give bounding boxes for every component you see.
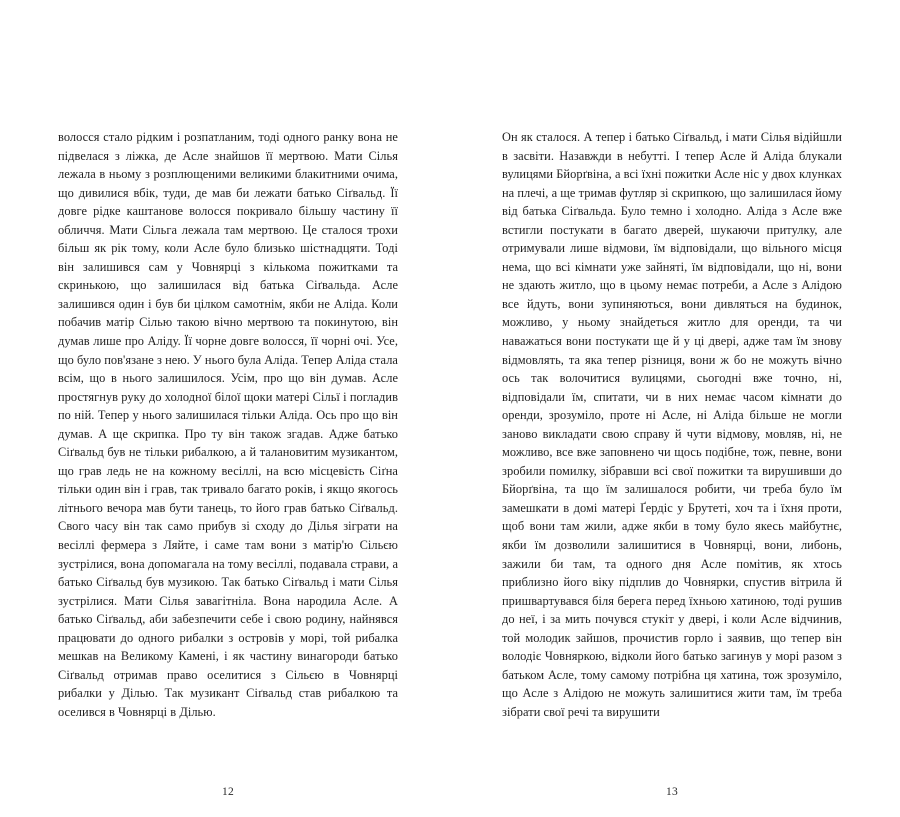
right-page-folio: 13 bbox=[665, 786, 679, 798]
left-page-folio: 12 bbox=[221, 786, 235, 798]
right-page-paragraph: Он як сталося. А тепер і батько Сіґвальд, і мати Сілья відійшли в засвіти. Назавжди в небутті. І тепер Асле й Аліда блукали вулицями Бйорґвіна, а всі їхні пожитки Асле ніс у двох клунках на плечі, а ще тримав футляр зі скрипкою, що залишилася йому від батька Сіґвальда. Було темно і холодно. Аліда з Асле вже встигли постукати в багато дверей, шукаючи притулку, але отримували лише відмови, їм відповідали, що вільного місця нема, що всі кімнати уже зайняті, їм відповідали, що ні, вони не здають житло, що в цьому немає потреби, а Асле з Алідою все йдуть, вони зупиняються, вони дивляться на будинок, можливо, у ньому знайдеться житло для оренди, та чи наважаться вони постукати ще й у ці двері, адже там їм знову відмовлять, та яка тепер різниця, вони ж бо не можуть вічно ось так волочитися вулицями, сьогодні вже точно, ні, відповідали їм, спитати, чи в них немає часом кімнати до оренди, зрозуміло, проте ні Асле, ні Аліда більше не могли заново викладати свою справу й чути відмову, мовляв, ні, не можливо, все вже заповнено чи щось подібне, тож, певне, вони зробили помилку, зібравши всі свої пожитки та вирушивши до Бйорґвіна, та що їм залишалося робити, чи треба було їм замешкати в домі матері Ґердіс у Брутеті, хоч та і їхня проти, щоб вони там жили, адже якби в тому було якесь майбутнє, якби їм дозволили залишитися в Човнярці, вони, либонь, зажили би там, та одного дня Асле помітив, як хтось приблизно його віку підплив до Човнярки, спустив вітрила й пришвартувався біля берега перед їхньою хатиною, тоді рушив до неї, і за мить почувся стукіт у двері, і коли Асле відчинив, той молодик зайшов, прочистив горло і заявив, що тепер він володіє Човняркою, відколи його батько загинув у морі разом з батьком Асле, тому самому потрібна ця хатина, тож зрозуміло, що Асле з Алідою не можуть залишитися жити там, їм треба зібрати свої речі та вирушити bbox=[502, 130, 843, 719]
left-page-body bbox=[58, 128, 398, 722]
right-page-body bbox=[502, 128, 842, 722]
left-page-paragraph: волосся стало рідким і розпатланим, тоді одного ранку вона не підвелася з ліжка, де Асле знайшов її мертвою. Мати Сілья лежала в ньому з розплющеними великими блакитними очима, що дивилися вбік, туди, де мав би лежати батько Сіґвальд. Її довге рідке каштанове волосся покривало більшу частину її обличчя. Мати Сільга лежала там мертвою. Це сталося трохи більш як рік тому, коли Асле було близько шістнадцяти. Тоді він залишився сам у Човнярці з кількома пожитками та скринькою, що залишилася від батька Сіґвальда. Асле залишився один і був би цілком самотнім, якби не Аліда. Коли побачив матір Сілью такою вічно мертвою та покинутою, він думав лише про Аліду. Її чорне довге волосся, її чорні очі. Усе, що було пов'язане з нею. У нього була Аліда. Тепер Аліда стала всім, що в нього залишилося. Усім, про що він думав. Асле простягнув руку до холодної білої щоки матері Сільї і погладив по ній. Тепер у нього залишилася тільки Аліда. Ось про що він думав. А ще скрипка. Про ту він також згадав. Адже батько Сіґвальд був не тільки рибалкою, а й талановитим музикантом, що грав ледь не на кожному весіллі, на всю місцевість Сіґна тільки один він і грав, так тривало багато років, і якщо якогось літнього вечора мав бути танець, то його грав батько Сіґвальд. Свого часу він так само прибув зі сходу до Ділья зіграти на весіллі фермера з Ляйте, і саме там вони з матір'ю Сільєю зустрілися, вона допомагала на тому весіллі, подавала страви, а батько Сіґвальд був музикою. Так батько Сіґвальд і мати Сілья зустрілися. Мати Сілья завагітніла. Вона народила Асле. А батько Сіґвальд, аби забезпечити себе і свою родину, найнявся працювати до одного рибалки з островів у морі, той рибалка мешкав на Великому Камені, і як частину винагороди батько Сіґвальд отримав право оселитися з Сільєю в Човнярці рибалки у Ділью. Так музикант Сіґвальд став рибалкою та оселився в Човнярці в Ділью. bbox=[58, 130, 398, 719]
right-page bbox=[502, 128, 843, 798]
left-page bbox=[58, 128, 398, 798]
